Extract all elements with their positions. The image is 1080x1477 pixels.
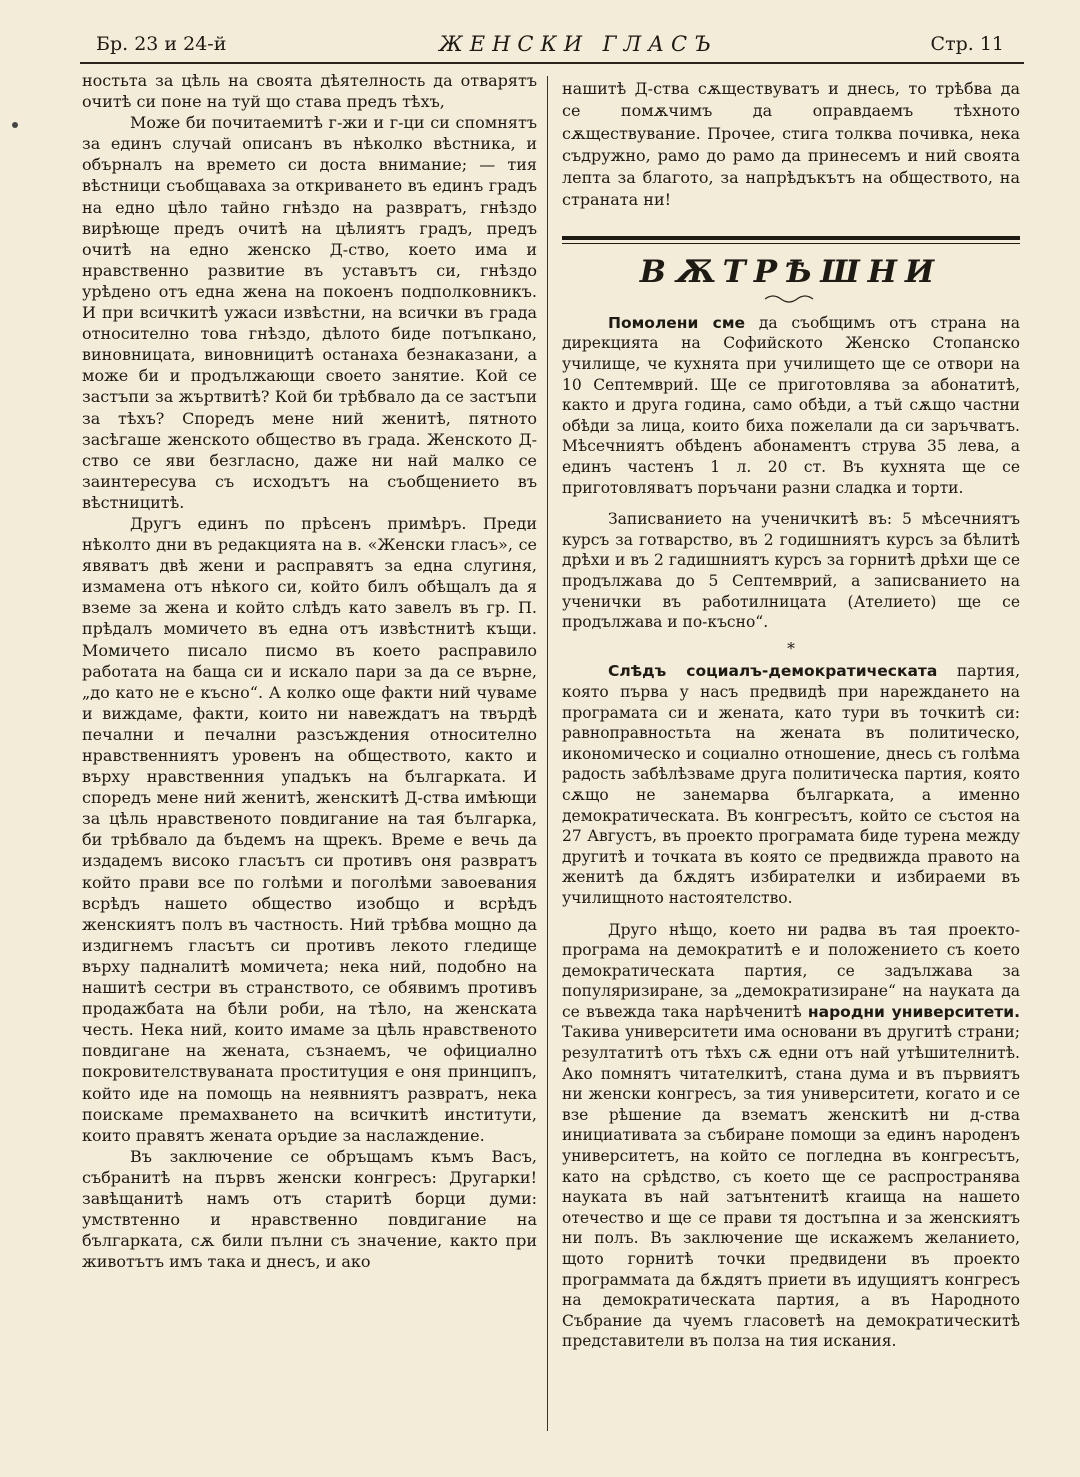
page-header	[96, 28, 1004, 60]
section-title: ВѪТРѢШНИ	[639, 253, 943, 290]
news-text: партия, която първа у насъ предвидѣ при нареждането на програмата си и жената, като тури въ точкитѣ си: равноправностьта на жената въ политическо, икономическо и социално отношение, днесь съ голѣма радость забѣлѣзваме друга политическа партия, която сѫщо не занемарва българката, а именно демократическата. Въ конгресътъ, който се състоя на 27 Августъ, въ проекто програмата биде турена между другитѣ и точката въ която се предвижда правото на женитѣ да бѫдятъ избирателки и избираеми въ училищното настоятелство.	[562, 662, 1020, 907]
separator-star: *	[787, 639, 795, 658]
news-lead: Слѣдъ социалъ-демократическата	[608, 662, 938, 681]
margin-mark	[12, 122, 18, 128]
news-text: Такива университети има основани въ другитѣ страни; резултатитѣ отъ тѣхъ сѫ едни отъ най утѣшителнитѣ. Ако помнятъ читателкитѣ, стана дума и въ първиятъ ни женски конгресъ, за тия университети, когато и се взе рѣшение да взематъ женскитѣ ни д-ства инициативата за събиране помощи за единъ народенъ университетъ, на който се погледна въ конгресътъ, като на срѣдство, съ което ще се распространява науката въ най затънтенитѣ кraища на нашето отечество и ще се прави тя достъпна и за женскиятъ ни полъ. Въ заключение ще искажемъ желанието, щото горнитѣ точки предвидени въ проекто программата да бѫдятъ приети въ идущиятъ конгресъ на демократическата партия, а въ Народното Събрание да чуемъ гласоветѣ на демократическитѣ представители въ полза на тия искания.	[562, 1023, 1020, 1351]
news-item	[562, 313, 1020, 498]
paragraph: ностьта за цѣль на своята дѣятелность да отварятъ очитѣ си поне на туй що става предъ тѣхъ,	[82, 71, 537, 112]
paragraph: Може би почитаемитѣ г-жи и г-ци си спомнятъ за единъ случай описанъ въ нѣколко вѣстника, и обърналъ на времето си доста внимание; — тия вѣстници съобщаваха за откриването въ единъ градъ на едно цѣло тайно гнѣздо на развратъ, гнѣздо вирѣюще предъ очитѣ на цѣлиятъ градъ, предъ очитѣ на едно женско Д-ство, което има и нравственно развитие въ уставътъ си, гнѣздо урѣдено отъ една жена на покоенъ подполковникъ. И при всичкитѣ ужаси извѣстни, на всички въ града относително това гнѣздо, дѣлото биде потъпкано, виновницата, виновницитѣ останаха безнаказани, а може би и продължающи своето занятие. Кой се застъпи за жъртвитѣ? Кой би трѣбвало да се застъпи за тѣхъ? Споредъ мене ний женитѣ, пятното засѣгаше женското общество въ града. Женското Д-ство се яви безгласно, даже ни най малко се заинтересува съ исходътъ на съобщението въ вѣстницитѣ.	[82, 113, 537, 512]
newspaper-title: ЖЕНСКИ ГЛАСЪ	[439, 32, 718, 56]
column-divider	[547, 76, 548, 1431]
paragraph: Въ заключение се обръщамъ къмъ Васъ, събранитѣ на първъ женски конгресъ: Другарки! завѣщанитѣ намъ отъ старитѣ борци думи: умствтенно и нравственно повдигание на българката, сѫ били пълни съ значение, както при животътъ имъ така и днесъ, и ако	[82, 1146, 537, 1272]
ornament-icon	[562, 289, 1020, 305]
left-column	[82, 70, 537, 1272]
paragraph: нашитѣ Д-ства сѫществуватъ и днесь, то трѣбва да се помѫчимъ да оправдаемъ тѣхното сѫществувание. Прочее, стига толква почивка, нека съдружно, рамо до рамо да принесемъ и ний своята лепта за благото, за напрѣдъкътъ на обществото, на страната ни!	[562, 79, 1020, 210]
news-section	[562, 313, 1020, 1352]
news-emphasis: народни университети.	[807, 1002, 1020, 1021]
news-item	[562, 661, 1020, 908]
news-item	[562, 920, 1020, 1352]
paragraph: Другъ единъ по прѣсенъ примѣръ. Преди нѣколто дни въ редакцията на в. «Женски гласъ», се явяватъ двѣ жени и расправятъ за една слугиня, измамена отъ нѣкого си, който билъ обѣщалъ да я вземе за жена и който слѣдъ като завелъ въ гр. П. прѣдалъ момичето въ една отъ извѣстнитѣ къщи. Момичето писало писмо въ което расправило работата на баща си и искало пари за да се върне, „до като не е късно“. А колко още факти ний чуваме и виждаме, факти, които ни навеждатъ на твърдѣ печални и печални разсъждения относително нравственниятъ уровенъ на обществото, както и върху нравственния упадъкъ на българката. И споредъ мене ний женитѣ, женскитѣ Д-ства имѣющи за цѣль нравственото повдигание на тая българка, би трѣбвало да бъдемъ на щрекъ. Време е вечь да издадемъ високо гласътъ си противъ оня развратъ който прави все по голѣми и поголѣми завоевания всрѣдъ нашето общество изобщо и всрѣдъ женскиятъ полъ въ частность. Ний трѣбва мощно да издигнемъ гласътъ си противъ лекото гледище върху падналитѣ момичета; нека ний, подобно на нашитѣ сестри въ странството, се обявимъ противъ продажбата на бѣли роби, на тѣло, на женската честь. Нека ний, които имаме за цѣль нравственото повдигане на жената, съзнаемъ, че официално покровителствуваната проституция е оня принципъ, който иде на помощь на неявниятъ развратъ, нека поискаме премахването на всичкитѣ институти, които правятъ жената оръдие за наслаждение.	[82, 513, 537, 1145]
header-rule	[80, 62, 1024, 64]
news-text: да съобщимъ отъ страна на дирекцията на Софийското Женско Стопанско училище, че кухнята при училището ще се отвори на 10 Септемврий. Ще се приготовлява за абонатитѣ, както и друга година, само обѣди, а тъй сѫщо частни обѣди за лица, които биха пожелали да си заръчватъ. Мѣсечниятъ обѣденъ абонаментъ струва 35 лева, а единъ частенъ 1 л. 20 ст. Въ кухнята ще се приготовляватъ поръчани разни сладка и торти.	[562, 313, 1020, 497]
issue-number: Бр. 23 и 24-й	[96, 33, 227, 55]
news-lead: Помолени сме	[608, 313, 746, 332]
page-number: Стр. 11	[930, 33, 1004, 55]
news-item: Записванието на ученичкитѣ въ: 5 мѣсечниятъ курсъ за готварство, въ 2 годишниятъ курсъ за бѣлитѣ дрѣхи и въ 2 гадишниятъ курсъ за горнитѣ дрѣхи ще се продължава до 5 Септемврий, а записванието на ученички въ работилницата (Ателието) ще се продължава и по-късно“.	[562, 510, 1020, 632]
section-rule	[562, 236, 1020, 244]
news-text: Друго нѣщо, което ни радва въ тая проекто-програма на демократитѣ е и положението съ което демократическата партия, се задължава за популяризиране, за „демократизиране“ на науката да се въвежда така нарѣченитѣ	[562, 920, 1020, 1021]
right-column	[562, 78, 1020, 1352]
